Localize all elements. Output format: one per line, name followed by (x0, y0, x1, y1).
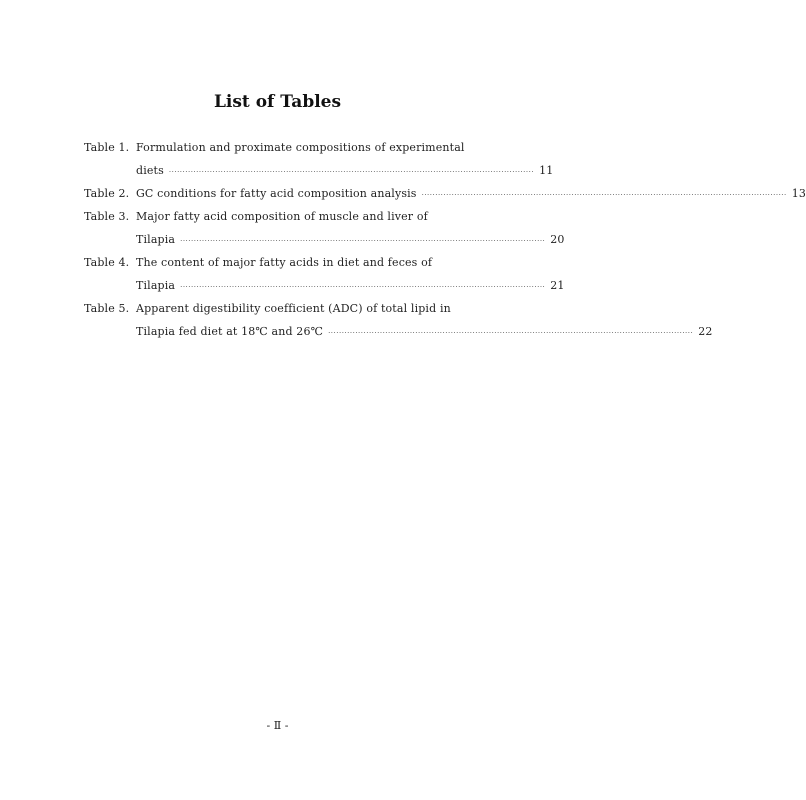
dot-leader: ······································································································································ (168, 168, 535, 176)
entry-prefix: Table 5. (84, 302, 130, 315)
entry-prefix: Table 1. (84, 141, 130, 154)
dot-leader: ······································································································································ (180, 237, 546, 245)
toc-entry-table-4[interactable] (84, 251, 474, 274)
entry-caption-cont: Tilapia (136, 233, 176, 246)
dot-leader: ······································································································································ (328, 329, 694, 337)
toc-entry-table-1[interactable] (84, 136, 474, 159)
toc-entry-table-2[interactable] (84, 182, 806, 205)
table-list (84, 136, 806, 343)
entry-caption: Formulation and proximate compositions of experimental (136, 141, 465, 154)
dot-leader: ······································································································································ (180, 283, 546, 291)
toc-entry-table-3[interactable] (84, 205, 474, 228)
page-number: 13 (791, 187, 806, 200)
entry-caption: The content of major fatty acids in diet and feces of (136, 256, 433, 269)
page-number: 11 (539, 164, 554, 177)
entry-caption-cont: Tilapia (136, 279, 176, 292)
entry-caption: GC conditions for fatty acid composition analysis (136, 187, 417, 200)
entry-caption: Apparent digestibility coefficient (ADC) of total lipid in (136, 302, 451, 315)
toc-entry-table-1-cont[interactable] (84, 159, 554, 182)
dot-leader: ······································································································································ (421, 191, 787, 199)
entry-prefix: Table 3. (84, 210, 130, 223)
entry-caption-cont: diets (136, 164, 164, 177)
entry-prefix: Table 4. (84, 256, 130, 269)
entry-caption: Major fatty acid composition of muscle and liver of (136, 210, 428, 223)
page-number: 22 (698, 325, 713, 338)
page-footer-number: - Ⅱ - (266, 719, 289, 732)
toc-entry-table-5-cont[interactable] (84, 320, 713, 343)
entry-caption-cont: Tilapia fed diet at 18℃ and 26℃ (136, 325, 324, 338)
toc-entry-table-3-cont[interactable] (84, 228, 565, 251)
toc-entry-table-4-cont[interactable] (84, 274, 565, 297)
page-title: List of Tables (213, 92, 342, 112)
page-number: 20 (550, 233, 565, 246)
page-number: 21 (550, 279, 565, 292)
toc-entry-table-5[interactable] (84, 297, 474, 320)
entry-prefix: Table 2. (84, 187, 130, 200)
